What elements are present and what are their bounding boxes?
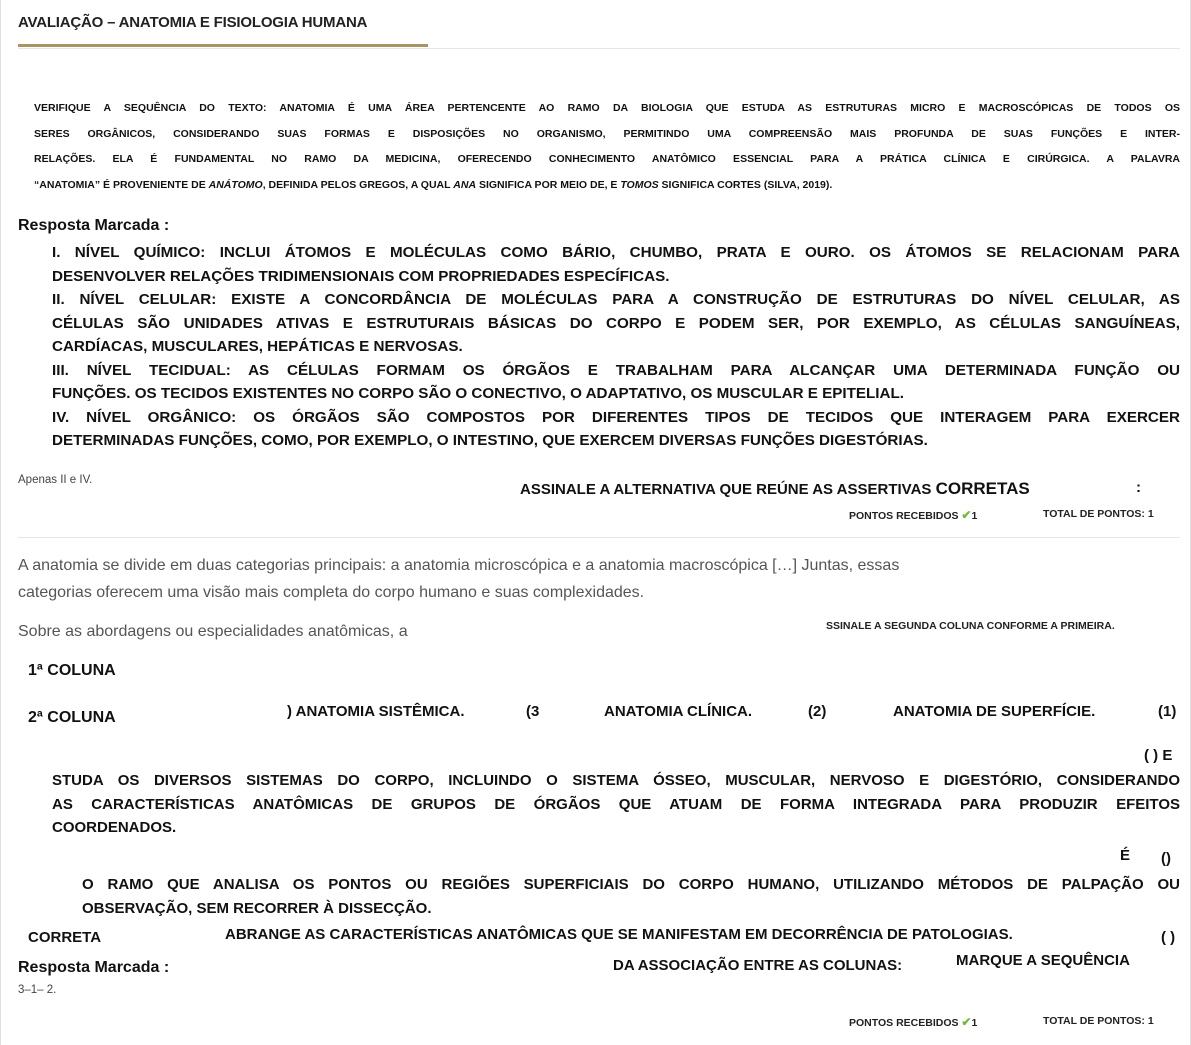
page-header: [18, 0, 1180, 49]
statement-3-marker: ( ): [1161, 929, 1176, 946]
prompt-line-last: [34, 173, 1180, 199]
statement-2-parens: (): [1161, 850, 1171, 867]
marked-answer-value: 3–1– 2.: [18, 984, 57, 996]
column-item-number: (3: [526, 703, 540, 720]
question-2-about: Sobre as abordagens ou especialidades anatômicas, a: [18, 623, 408, 640]
answer-label: Resposta Marcada :: [18, 217, 170, 234]
statement-line: AS CARACTERÍSTICAS ANATÔMICAS DE GRUPOS DE ÓRGÃOS QUE ATUAM DE FORMA INTEGRADA PARA PRODUZIR EFEITOS: [52, 795, 1180, 813]
page-title: AVALIAÇÃO – ANATOMIA E FISIOLOGIA HUMANA: [18, 14, 368, 31]
points-received: [849, 1015, 977, 1029]
points-received: [849, 508, 977, 522]
question-1-assertions: [52, 241, 1180, 453]
column-1-label: 1ª COLUNA: [28, 662, 116, 679]
question-1-instruction: [520, 479, 1030, 499]
assertion-line: I. NÍVEL QUÍMICO: INCLUI ÁTOMOS E MOLÉCULAS COMO BÁRIO, CHUMBO, PRATA E OURO. OS ÁTOMOS SE RELACIONAM PARA: [52, 244, 1180, 261]
correta-label: CORRETA: [28, 929, 102, 946]
points-received-value: 1: [971, 1017, 978, 1029]
column-2-label: 2ª COLUNA: [28, 709, 116, 726]
column-item-text: ANATOMIA CLÍNICA.: [604, 703, 753, 720]
points-received-value: 1: [971, 510, 978, 522]
instruction-colon: :: [1136, 479, 1141, 496]
column-item-text: ANATOMIA DE SUPERFÍCIE.: [893, 703, 1096, 720]
question-2-intro-line: categorias oferecem uma visão mais completa do corpo humano e suas complexidades.: [18, 584, 645, 601]
prompt-text: SIGNIFICA POR MEIO DE, E: [476, 178, 621, 191]
statement-line: COORDENADOS.: [52, 819, 177, 836]
statement-line: O RAMO QUE ANALISA OS PONTOS OU REGIÕES SUPERFICIAIS DO CORPO HUMANO, UTILIZANDO MÉTODOS DE PALPAÇÃO OU: [82, 876, 1180, 893]
prompt-text: , DEFINIDA PELOS GREGOS, A QUAL: [262, 178, 454, 191]
prompt-italic: ANA: [453, 178, 477, 191]
assertion-line: IV. NÍVEL ORGÂNICO: OS ÓRGÃOS SÃO COMPOSTOS POR DIFERENTES TIPOS DE TECIDOS QUE INTERAGEM PARA EXERCER: [52, 408, 1180, 426]
assertion-line: FUNÇÕES. OS TECIDOS EXISTENTES NO CORPO SÃO O CONECTIVO, O ADAPTATIVO, OS MUSCULAR E EPITELIAL.: [52, 385, 904, 402]
statement-2-marker: É: [1120, 847, 1131, 864]
title-underline: [18, 44, 428, 47]
assertion-line: CARDÍACAS, MUSCULARES, HEPÁTICAS E NERVOSAS.: [52, 338, 463, 355]
prompt-italic: TOMOS: [620, 178, 659, 191]
statement-line: OBSERVAÇÃO, SEM RECORRER À DISSECÇÃO.: [82, 899, 432, 917]
instruction-emphasis: CORRETAS: [935, 479, 1030, 498]
question-divider: [18, 537, 1180, 538]
assertion-line: DETERMINADAS FUNÇÕES, COMO, POR EXEMPLO, O INTESTINO, QUE EXERCEM DIVERSAS FUNÇÕES DIGESTÓRIAS.: [52, 432, 928, 449]
column-item-number: (2): [808, 703, 827, 720]
assertion-line: II. NÍVEL CELULAR: EXISTE A CONCORDÂNCIA DE MOLÉCULAS PARA A CONSTRUÇÃO DE ESTRUTURAS DO NÍVEL CELULAR, AS: [52, 291, 1180, 308]
points-received-label: PONTOS RECEBIDOS: [849, 1017, 959, 1029]
statement-line: STUDA OS DIVERSOS SISTEMAS DO CORPO, INCLUINDO O SISTEMA ÓSSEO, MUSCULAR, NERVOSO E DIGESTÓRIO, CONSIDERANDO: [52, 772, 1180, 789]
total-points: TOTAL DE PONTOS: 1: [1043, 508, 1154, 520]
question-2-instruction: SSINALE A SEGUNDA COLUNA CONFORME A PRIMEIRA.: [826, 620, 1115, 632]
prompt-line: SERES ORGÂNICOS, CONSIDERANDO SUAS FORMAS E DISPOSIÇÕES NO ORGANISMO, PERMITINDO UMA COMPREENSÃO MAIS PROFUNDA DE SUAS FUNÇÕES E INTER-: [34, 127, 1180, 140]
statement-1: [52, 769, 1180, 840]
statement-3: ABRANGE AS CARACTERÍSTICAS ANATÔMICAS QUE SE MANIFESTAM EM DECORRÊNCIA DE PATOLOGIAS.: [225, 926, 1013, 943]
statement-1-marker: ( ) E: [1144, 747, 1173, 764]
assertion-line: CÉLULAS SÃO UNIDADES ATIVAS E ESTRUTURAIS BÁSICAS DO CORPO E PODEM SER, POR EXEMPLO, AS CÉLULAS SANGUÍNEAS,: [52, 314, 1180, 332]
assertion-line: DESENVOLVER RELAÇÕES TRIDIMENSIONAIS COM PROPRIEDADES ESPECÍFICAS.: [52, 267, 670, 285]
prompt-text: “ANATOMIA” É PROVENIENTE DE: [34, 178, 209, 191]
assertion-line: III. NÍVEL TECIDUAL: AS CÉLULAS FORMAM OS ÓRGÃOS E TRABALHAM PARA ALCANÇAR UMA DETERMINADA FUNÇÃO OU: [52, 361, 1180, 379]
total-points: TOTAL DE PONTOS: 1: [1043, 1015, 1154, 1027]
prompt-italic: ANÁTOMO: [208, 178, 263, 191]
question-1-prompt: [34, 96, 1180, 198]
question-2-intro-line: A anatomia se divide em duas categorias principais: a anatomia microscópica e a anatomia macroscópica […] Juntas, essas: [18, 557, 900, 574]
prompt-text: SIGNIFICA CORTES (SILVA, 2019).: [658, 178, 833, 191]
statement-2: [82, 873, 1180, 920]
prompt-line: VERIFIQUE A SEQUÊNCIA DO TEXTO: ANATOMIA É UMA ÁREA PERTENCENTE AO RAMO DA BIOLOGIA QUE ESTUDA AS ESTRUTURAS MICRO E MACROSCÓPICAS DE TODOS OS: [34, 102, 1180, 114]
prompt-line: RELAÇÕES. ELA É FUNDAMENTAL NO RAMO DA MEDICINA, OFERECENDO CONHECIMENTO ANATÔMICO ESSENCIAL PARA A PRÁTICA CLÍNICA E CIRÚRGICA. A PALAVRA: [34, 153, 1180, 165]
answer-label: Resposta Marcada :: [18, 959, 170, 976]
marked-answer-value: Apenas II e IV.: [18, 474, 93, 486]
instruction-text: ASSINALE A ALTERNATIVA QUE REÚNE AS ASSERTIVAS: [520, 481, 932, 498]
mark-sequence-text: MARQUE A SEQUÊNCIA: [956, 952, 1130, 969]
points-received-label: PONTOS RECEBIDOS: [849, 510, 959, 522]
check-icon: ✔: [961, 1015, 972, 1029]
association-text: DA ASSOCIAÇÃO ENTRE AS COLUNAS:: [613, 957, 903, 974]
column-item-text: ) ANATOMIA SISTÊMICA.: [287, 703, 465, 720]
check-icon: ✔: [961, 508, 972, 522]
column-item-number: (1): [1158, 703, 1177, 720]
